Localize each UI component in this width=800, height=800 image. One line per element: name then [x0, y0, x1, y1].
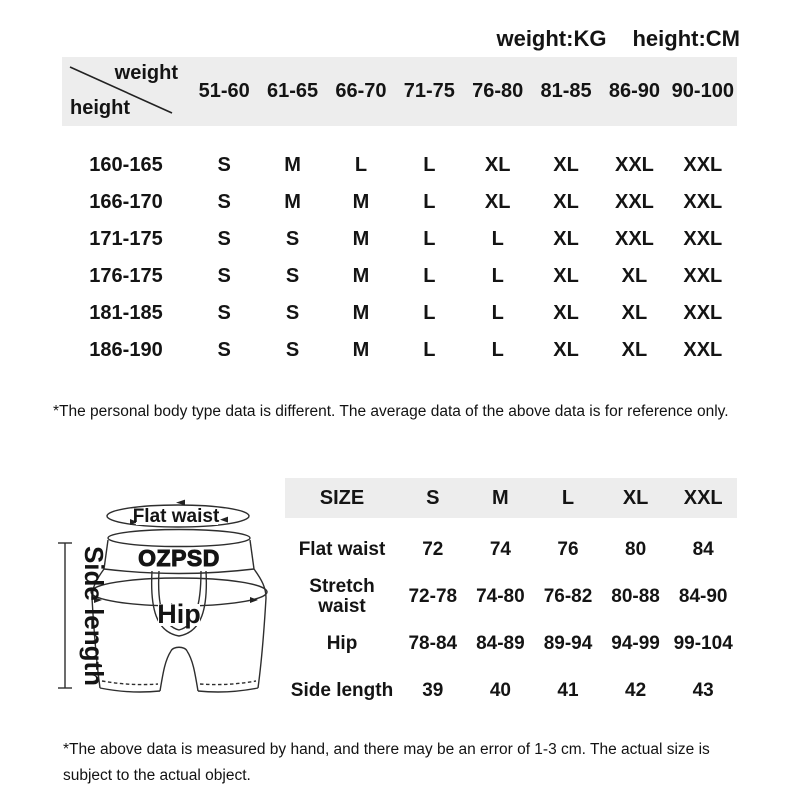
- table-row: [62, 295, 737, 332]
- size-value: S: [217, 265, 231, 287]
- flat-waist-right-arrow-icon: [220, 517, 228, 523]
- size-value: M: [284, 154, 301, 176]
- size-value: XL: [484, 191, 511, 213]
- size-col-header: SIZE: [319, 486, 365, 509]
- size-value: L: [423, 228, 436, 250]
- size-value: XL: [621, 302, 648, 324]
- size-value: XXL: [614, 228, 654, 250]
- corner-cell: [62, 57, 190, 126]
- size-value: S: [217, 302, 231, 324]
- weight-col-header: 90-100: [671, 80, 734, 102]
- disclaimer-top: *The personal body type data is different. The average data of the above data is for reference only.: [53, 403, 729, 420]
- size-value: S: [217, 228, 231, 250]
- size-value: M: [352, 228, 370, 250]
- measure-value: 74-80: [476, 585, 525, 607]
- size-value: XXL: [683, 191, 723, 213]
- measure-value: 43: [692, 679, 714, 701]
- weight-col-header: 71-75: [403, 80, 455, 102]
- hem-stitch-right: [200, 681, 256, 685]
- size-value: XL: [553, 265, 579, 287]
- disclaimer-bottom: *The above data is measured by hand, and there may be an error of 1-3 cm. The actual size is subject to the actual object.: [63, 741, 710, 784]
- height-range: 176-175: [89, 265, 163, 287]
- size-value: XL: [484, 154, 511, 176]
- size-value: XXL: [614, 154, 654, 176]
- measure-value: 80-88: [611, 585, 660, 607]
- size-value: XXL: [683, 154, 723, 176]
- size-value: S: [217, 191, 231, 213]
- measure-value: 72: [422, 538, 444, 560]
- size-value: M: [352, 339, 370, 361]
- size-value: XXL: [614, 191, 654, 213]
- height-range: 160-165: [89, 154, 163, 176]
- size-value: L: [423, 154, 436, 176]
- measure-value: 72-78: [408, 585, 458, 607]
- measure-value: 74: [489, 538, 511, 560]
- size-value: XL: [621, 339, 648, 361]
- measure-label: Side length: [290, 679, 394, 701]
- size-table-body: [62, 126, 737, 369]
- brand-logo: OZPSD: [138, 545, 220, 571]
- measure-value: 84: [692, 538, 714, 560]
- waistband-opening: [108, 530, 250, 547]
- size-value: L: [423, 302, 436, 324]
- size-value: L: [491, 302, 504, 324]
- size-col-header: M: [492, 486, 509, 509]
- table-row: [285, 667, 737, 714]
- corner-weight-label: weight: [114, 62, 178, 84]
- measure-label: Hip: [326, 632, 358, 654]
- size-value: M: [352, 191, 370, 213]
- measure-value: 84-89: [476, 632, 525, 654]
- size-value: M: [352, 265, 370, 287]
- size-value: S: [217, 339, 231, 361]
- height-unit-label: height:CM: [632, 26, 740, 51]
- weight-col-header: 61-65: [266, 80, 319, 102]
- height-range: 186-190: [89, 339, 163, 361]
- weight-col-header: 76-80: [472, 80, 524, 102]
- table-row: [62, 258, 737, 295]
- measure-label: Stretch waist: [309, 575, 375, 617]
- size-value: L: [491, 228, 504, 250]
- size-value: XXL: [683, 265, 723, 287]
- table-row: [285, 573, 737, 620]
- measure-label: Flat waist: [298, 538, 386, 560]
- size-value: XXL: [683, 228, 723, 250]
- weight-unit-label: weight:KG: [496, 26, 607, 51]
- measure-value: 76-82: [543, 585, 593, 607]
- size-value: L: [354, 154, 368, 176]
- weight-col-header: 66-70: [335, 80, 387, 102]
- hip-right-arrow-icon: [250, 597, 258, 603]
- size-value: XL: [553, 154, 579, 176]
- height-range: 166-170: [89, 191, 163, 213]
- table-row: [285, 526, 737, 573]
- measure-value: 94-99: [611, 632, 660, 654]
- size-col-header: L: [561, 486, 575, 509]
- measure-value: 39: [422, 679, 444, 701]
- size-col-header: XL: [622, 486, 649, 509]
- size-value: XL: [553, 191, 579, 213]
- size-value: L: [491, 265, 504, 287]
- measure-value: 89-94: [543, 632, 593, 654]
- measurement-table-body: [285, 518, 737, 714]
- table-row: [285, 620, 737, 667]
- measure-value: 80: [625, 538, 647, 560]
- table-row: [62, 147, 737, 184]
- boxer-measurement-diagram: [40, 470, 290, 720]
- size-value: XXL: [683, 302, 723, 324]
- size-value: S: [285, 265, 300, 287]
- size-value: M: [284, 191, 301, 213]
- size-value: XL: [553, 302, 579, 324]
- size-value: S: [285, 339, 300, 361]
- size-value: S: [217, 154, 231, 176]
- size-value: XL: [621, 265, 648, 287]
- size-value: XL: [553, 228, 579, 250]
- hip-label: Hip: [157, 599, 201, 629]
- size-value: L: [423, 265, 436, 287]
- size-value: L: [423, 191, 436, 213]
- measure-value: 76: [557, 538, 579, 560]
- size-value: S: [285, 228, 300, 250]
- size-value: M: [352, 302, 370, 324]
- size-value: XXL: [683, 339, 723, 361]
- table-row: [62, 184, 737, 221]
- height-range: 171-175: [89, 228, 163, 250]
- measure-value: 41: [557, 679, 579, 701]
- weight-col-header: 86-90: [608, 80, 661, 102]
- table-row: [62, 332, 737, 369]
- size-table-header-row: [62, 57, 737, 126]
- table-row: [62, 221, 737, 258]
- measure-value: 42: [625, 679, 647, 701]
- measure-value: 40: [489, 679, 511, 701]
- height-range: 181-185: [89, 302, 163, 324]
- flat-waist-label: Flat waist: [132, 506, 220, 527]
- size-value: L: [423, 339, 436, 361]
- size-col-header: XXL: [683, 486, 723, 509]
- measure-value: 78-84: [408, 632, 458, 654]
- measure-value: 99-104: [673, 632, 733, 654]
- size-col-header: S: [426, 486, 440, 509]
- size-value: L: [491, 339, 504, 361]
- measurement-table: [285, 478, 737, 714]
- height-weight-size-table: [62, 57, 737, 369]
- units-header: [496, 26, 740, 52]
- side-length-label: Side length: [79, 545, 109, 687]
- measurement-table-header: [285, 478, 737, 518]
- size-value: XL: [553, 339, 579, 361]
- weight-col-header: 81-85: [540, 80, 592, 102]
- corner-height-label: height: [70, 97, 130, 119]
- measure-value: 84-90: [678, 585, 728, 607]
- weight-col-header: 51-60: [198, 80, 250, 102]
- hem-stitch-left: [102, 681, 158, 685]
- size-value: S: [285, 302, 300, 324]
